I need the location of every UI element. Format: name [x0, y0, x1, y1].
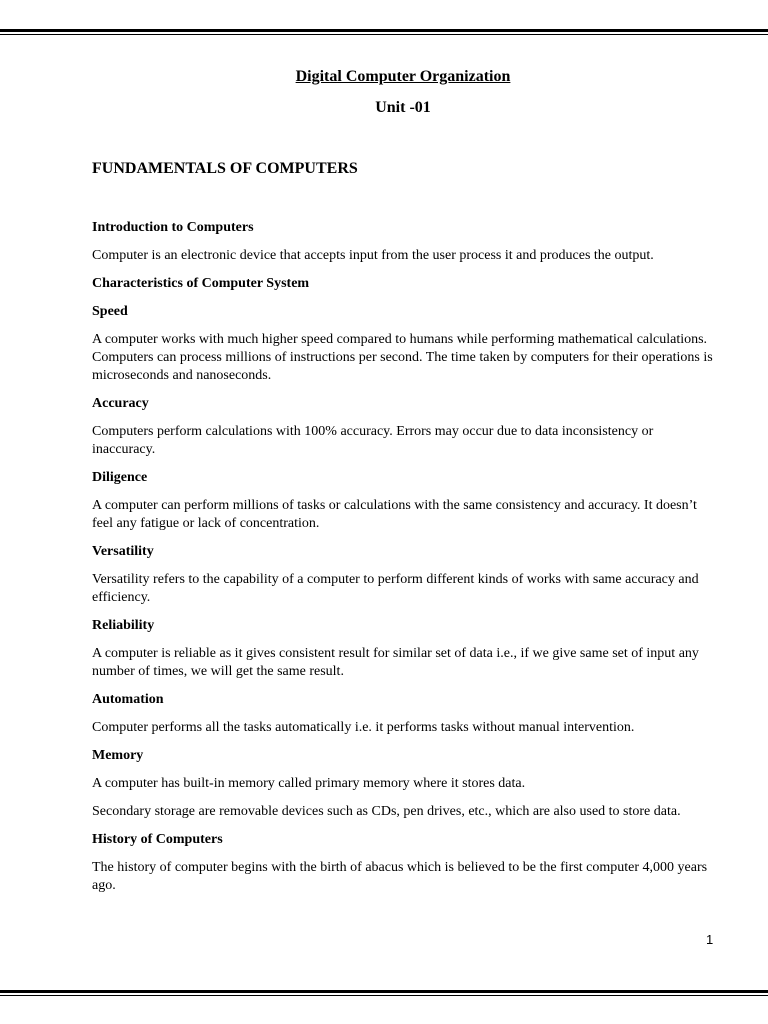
section-heading: Speed — [92, 304, 128, 319]
document-title: Digital Computer Organization — [295, 68, 511, 85]
section-heading: Characteristics of Computer System — [92, 276, 310, 291]
section-heading: Versatility — [92, 544, 154, 559]
document-body — [92, 219, 714, 895]
paragraph: A computer can perform millions of tasks or calculations with the same consistency and accuracy. It doesn’t feel any fatigue or lack of concentration. — [92, 498, 697, 531]
section-heading: Automation — [92, 692, 164, 707]
paragraph: A computer has built-in memory called primary memory where it stores data. — [92, 776, 526, 791]
section-heading: Reliability — [92, 618, 155, 633]
paragraph: Computer is an electronic device that accepts input from the user process it and produces the output. — [92, 248, 654, 263]
chapter-heading: FUNDAMENTALS OF COMPUTERS — [92, 160, 358, 177]
section-heading: Accuracy — [92, 396, 149, 411]
unit-title: Unit -01 — [375, 99, 431, 116]
paragraph: Computers perform calculations with 100% accuracy. Errors may occur due to data inconsistency or inaccuracy. — [92, 424, 654, 457]
paragraph: Computer performs all the tasks automatically i.e. it performs tasks without manual intervention. — [92, 720, 635, 735]
section-heading: Memory — [92, 748, 144, 763]
bottom-border-rule — [0, 990, 768, 996]
page-content — [92, 67, 714, 895]
top-border-rule — [0, 29, 768, 35]
section-heading: Introduction to Computers — [92, 220, 254, 235]
paragraph: A computer works with much higher speed compared to humans while performing mathematical calculations. Computers can process millions of instructions per second. The time taken by computers for their operations is microseconds and nanoseconds. — [92, 332, 713, 383]
section-heading: Diligence — [92, 470, 148, 485]
paragraph: Secondary storage are removable devices such as CDs, pen drives, etc., which are also used to store data. — [92, 804, 681, 819]
paragraph: Versatility refers to the capability of a computer to perform different kinds of works with same accuracy and efficiency. — [92, 572, 699, 605]
section-heading: History of Computers — [92, 832, 223, 847]
paragraph: A computer is reliable as it gives consistent result for similar set of data i.e., if we give same set of input any number of times, we will get the same result. — [92, 646, 699, 679]
page-number: 1 — [706, 932, 714, 947]
paragraph: The history of computer begins with the birth of abacus which is believed to be the first computer 4,000 years ago. — [92, 860, 708, 893]
